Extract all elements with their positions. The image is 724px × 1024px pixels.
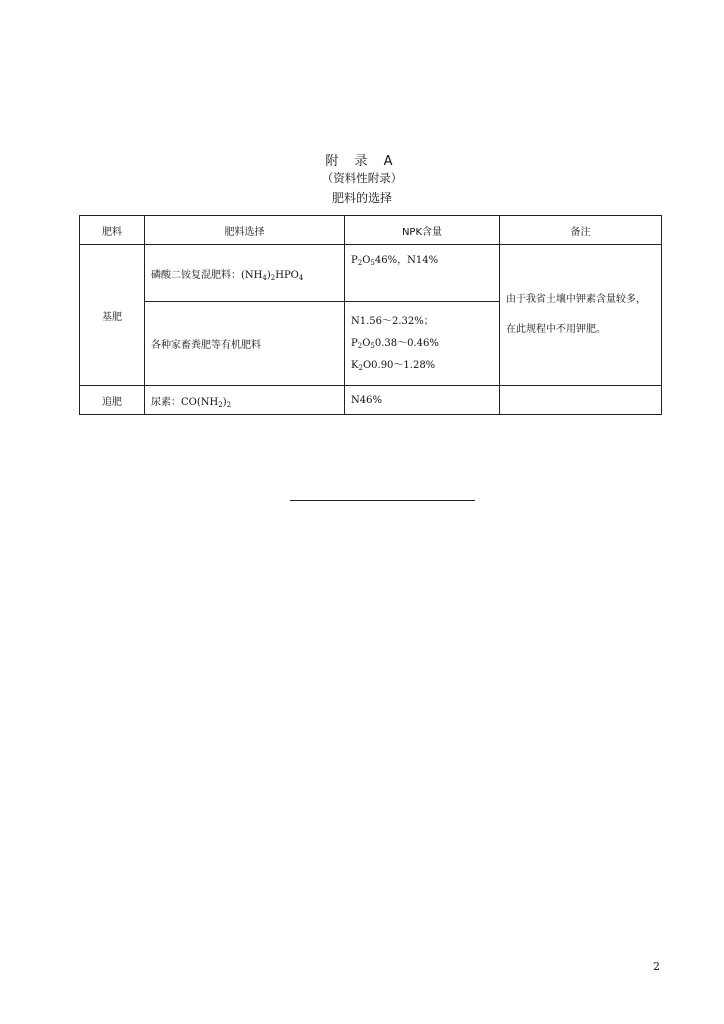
npk-cell (345, 245, 500, 302)
appendix-type: （资料性附录） (321, 171, 403, 185)
npk-cell: N46% (345, 386, 500, 415)
header-note: 备注 (500, 216, 662, 245)
header-selection: 肥料选择 (145, 216, 345, 245)
selection-text: 磷酸二铵复混肥料：$(NH_4)_2HPO_4$ (151, 269, 304, 282)
table-row (80, 386, 662, 415)
note-cell (500, 245, 662, 386)
base-fertilizer-cell: 基肥 (80, 245, 145, 386)
npk-k-line: $K_2O0.90\sim 1.28\%$ (351, 359, 436, 372)
header-fertilizer: 肥料 (80, 216, 145, 245)
topdressing-cell: 追肥 (80, 386, 145, 415)
selection-cell (145, 386, 345, 415)
header-npk: NPK含量 (345, 216, 500, 245)
appendix-label: 附 录 A (325, 154, 399, 169)
selection-cell: 各种家畜粪肥等有机肥料 (145, 302, 345, 386)
selection-cell (145, 245, 345, 302)
table-row (80, 245, 662, 302)
appendix-title: 肥料的选择 (331, 191, 392, 205)
npk-p-line: $P_2O_50.38\sim 0.46\%$ (351, 337, 439, 350)
table-header-row (80, 216, 662, 245)
npk-cell (345, 302, 500, 386)
note-cell (500, 386, 662, 415)
page-number: 2 (653, 960, 660, 973)
selection-text: 尿素：$CO(NH_2)_2$ (151, 396, 232, 409)
npk-n-line: N1.56～2.32%； (351, 315, 434, 327)
npk-text: $P_2O_546\%$，N14% (351, 255, 439, 267)
fertilizer-table (79, 215, 662, 415)
note-line-1: 由于我省土壤中钾素含量较多， (506, 294, 646, 305)
end-rule-divider (290, 500, 475, 501)
note-line-2: 在此规程中不用钾肥。 (506, 324, 606, 335)
